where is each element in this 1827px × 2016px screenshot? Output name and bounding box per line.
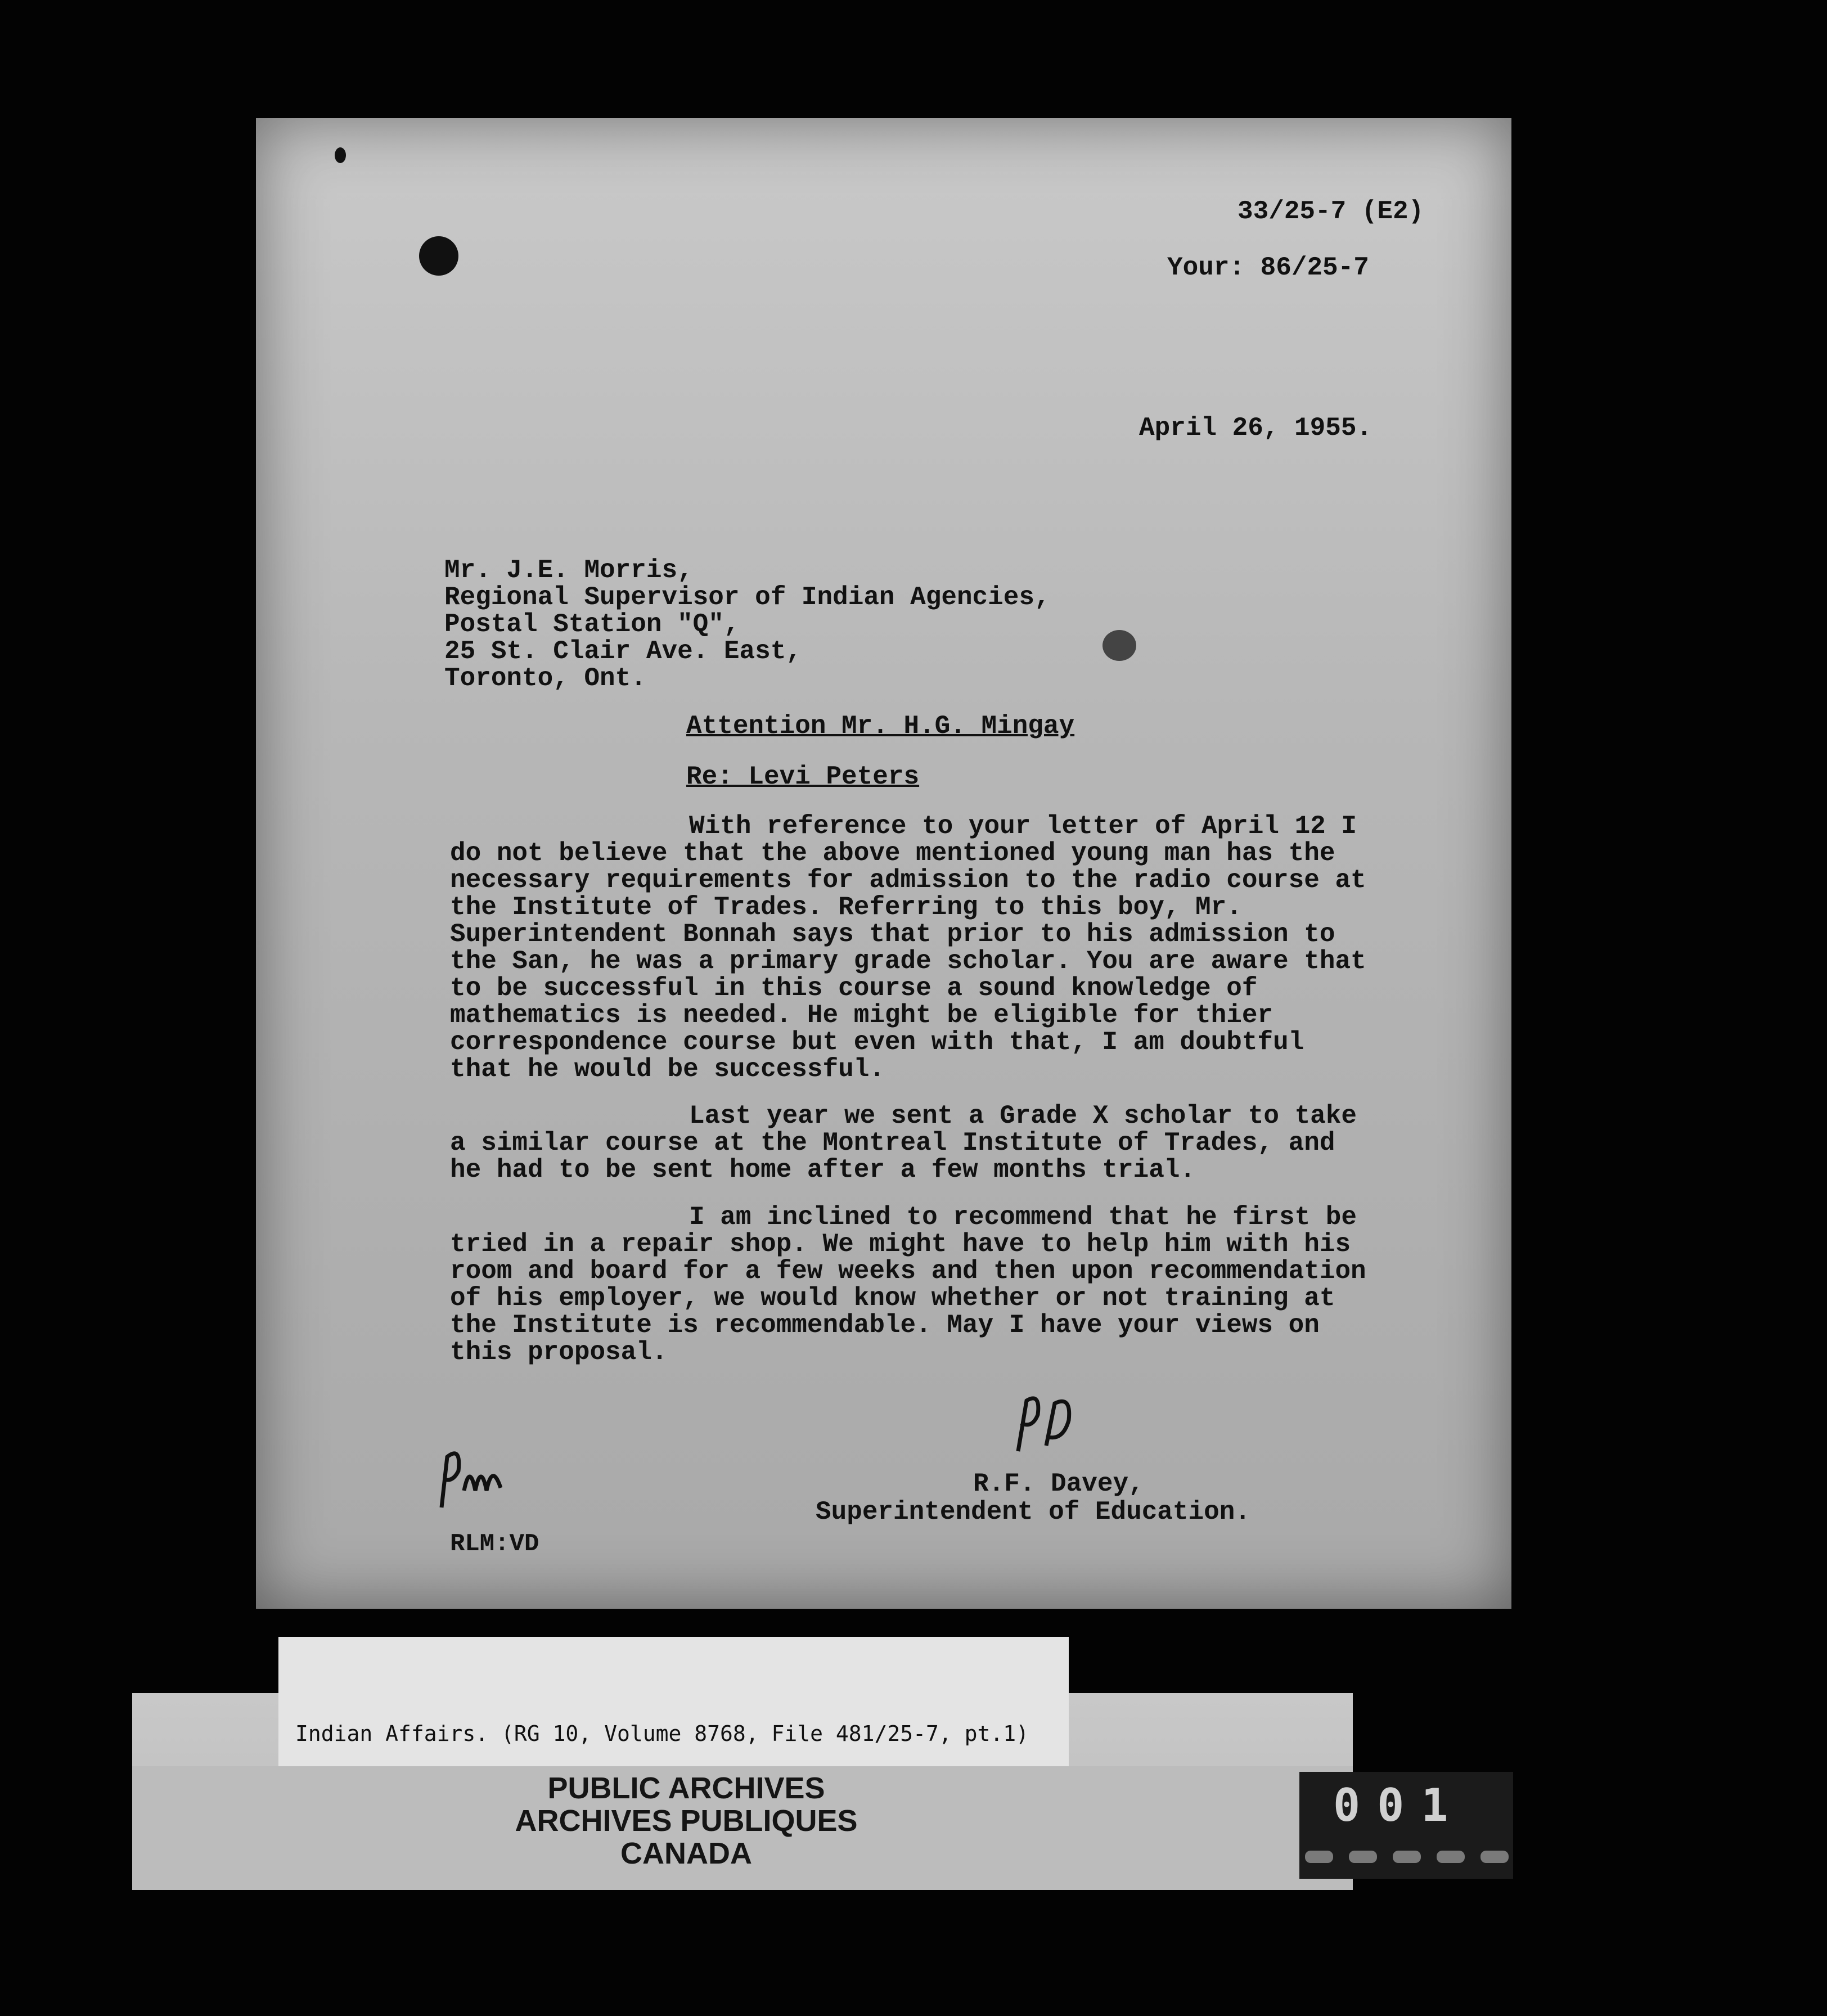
paragraph-2: Last year we sent a Grade X scholar to take a similar course at the Montreal Institute of Trades, and he had to be sent home after a few months trial. <box>450 1101 1357 1185</box>
sprocket-hole <box>1393 1851 1421 1863</box>
file-reference: 33/25-7 (E2) <box>1238 197 1424 226</box>
source-citation: Indian Affairs. (RG 10, Volume 8768, File 481/25-7, pt.1) <box>295 1721 1029 1746</box>
your-reference: Your: 86/25-7 <box>1167 253 1369 282</box>
address-line: Mr. J.E. Morris, <box>444 556 693 585</box>
ink-blot <box>419 236 458 276</box>
film-sprockets <box>1305 1851 1509 1863</box>
typist-initials: RLM:VD <box>450 1530 539 1558</box>
address-line: Postal Station "Q", <box>444 610 740 639</box>
handwritten-initials-typist <box>433 1440 512 1513</box>
sprocket-hole <box>1437 1851 1465 1863</box>
archives-line: ARCHIVES PUBLIQUES <box>515 1804 858 1838</box>
paragraph-1: With reference to your letter of April 12 I do not believe that the above mentioned young man has the necessary requirements for admission to the radio course at the Institute of Trades. Referring to this boy, Mr. Superintendent Bonnah says that prior to his admission to the San, he was a primary grade scholar. You are aware that to be successful in this course a sound knowledge of mathematics is needed. He might be eligible for thier correspondence course but even with that, I am doubtful that he would be successful. <box>450 812 1366 1084</box>
ink-blot <box>335 147 346 163</box>
address-line: Regional Supervisor of Indian Agencies, <box>444 583 1050 612</box>
letter-date: April 26, 1955. <box>1139 413 1372 443</box>
paragraph-3: I am inclined to recommend that he first be tried in a repair shop. We might have to help him with his room and board for a few weeks and then upon recommendation of his employer, we would know whether or not training at the Institute is recommendable. May I have your views on this proposal. <box>450 1203 1366 1367</box>
archives-line: CANADA <box>620 1837 752 1870</box>
signatory-name: R.F. Davey, <box>973 1469 1144 1498</box>
address-line: Toronto, Ont. <box>444 664 646 693</box>
archives-stamp <box>461 1772 911 1870</box>
handwritten-initials-signature <box>1007 1389 1091 1457</box>
signatory-title: Superintendent of Education. <box>816 1497 1250 1527</box>
sprocket-hole <box>1480 1851 1509 1863</box>
frame-number: 001 <box>1299 1772 1513 1879</box>
address-line: 25 St. Clair Ave. East, <box>444 637 802 666</box>
sprocket-hole <box>1305 1851 1333 1863</box>
ink-blot <box>1102 630 1136 661</box>
sprocket-hole <box>1349 1851 1377 1863</box>
attention-line: Attention Mr. H.G. Mingay <box>686 712 1075 741</box>
archives-line: PUBLIC ARCHIVES <box>547 1771 825 1805</box>
re-line: Re: Levi Peters <box>686 762 920 791</box>
